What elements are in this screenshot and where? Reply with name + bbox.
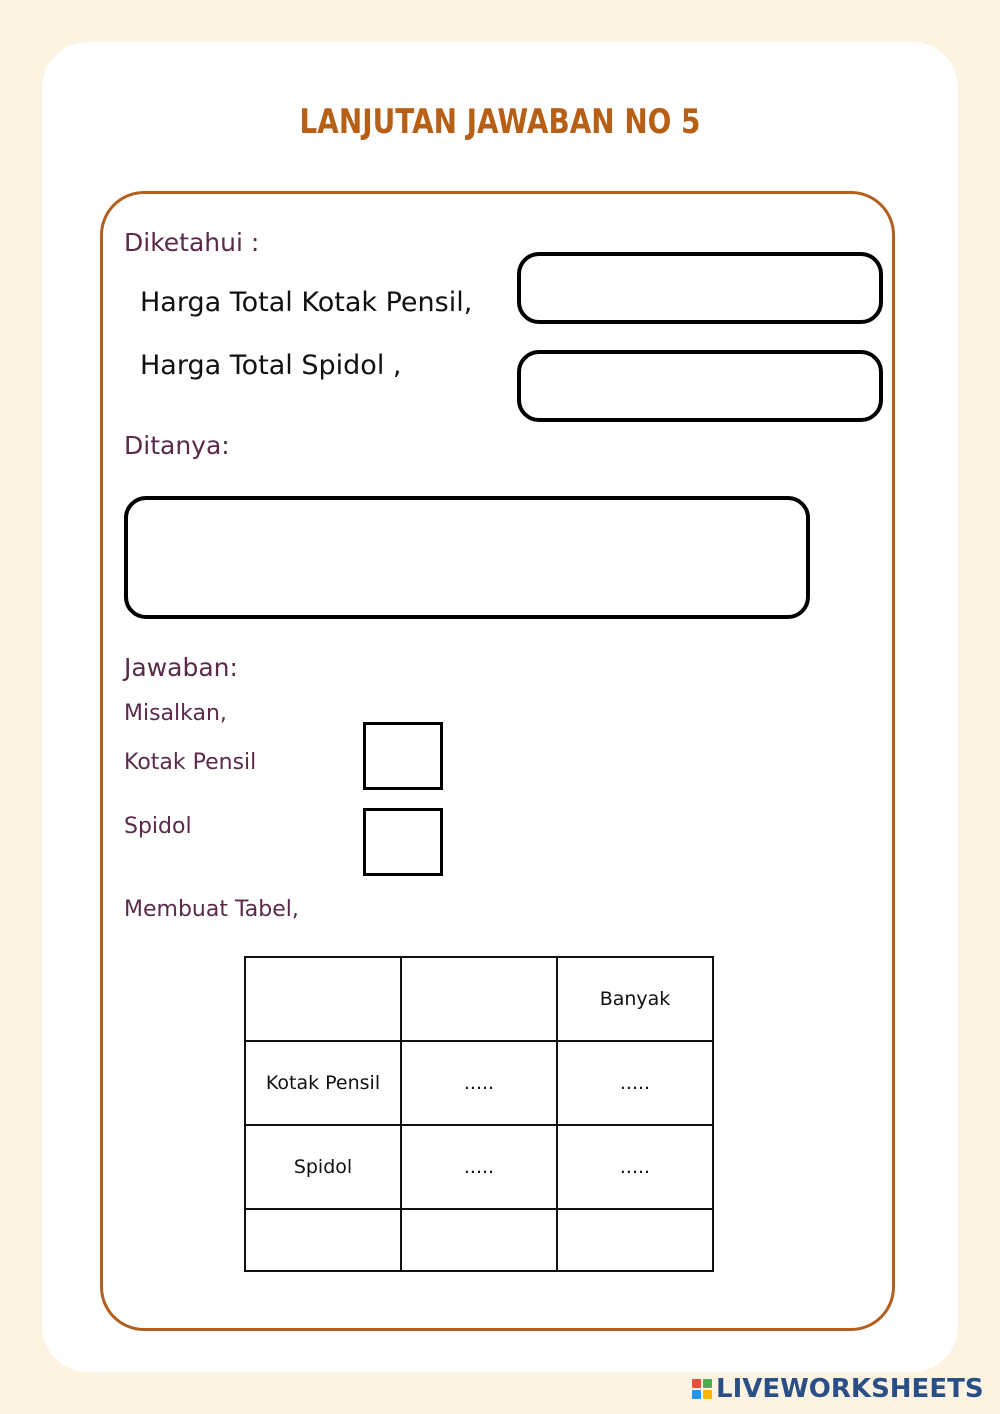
- table-cell-input[interactable]: .....: [401, 1125, 557, 1209]
- spidol-variable-input[interactable]: [363, 808, 443, 876]
- table-cell-input[interactable]: [245, 957, 401, 1041]
- spidol-label: Spidol: [124, 814, 192, 839]
- answer-table: [244, 956, 714, 1272]
- diketahui-label: Diketahui :: [124, 228, 260, 257]
- table-row: [245, 1125, 713, 1209]
- table-row: [245, 957, 713, 1041]
- brand-text: LIVEWORKSHEETS: [716, 1374, 984, 1404]
- page-title: LANJUTAN JAWABAN NO 5: [299, 102, 701, 142]
- harga-spidol-text: Harga Total Spidol ,: [140, 350, 402, 381]
- harga-kotak-pensil-text: Harga Total Kotak Pensil,: [140, 287, 473, 318]
- harga-kotak-pensil-input[interactable]: [517, 252, 883, 324]
- table-cell-input[interactable]: [557, 1209, 713, 1271]
- harga-spidol-input[interactable]: [517, 350, 883, 422]
- ditanya-label: Ditanya:: [124, 431, 230, 460]
- table-row: [245, 1041, 713, 1125]
- table-cell-kotak-pensil: Kotak Pensil: [245, 1041, 401, 1125]
- ditanya-input[interactable]: [124, 496, 810, 619]
- jawaban-label: Jawaban:: [124, 653, 238, 682]
- table-cell-input[interactable]: [401, 957, 557, 1041]
- misalkan-text: Misalkan,: [124, 701, 227, 726]
- table-cell-input[interactable]: .....: [401, 1041, 557, 1125]
- liveworksheets-logo: [692, 1374, 984, 1404]
- kotak-pensil-label: Kotak Pensil: [124, 750, 257, 775]
- table-header-banyak: Banyak: [557, 957, 713, 1041]
- table-cell-spidol: Spidol: [245, 1125, 401, 1209]
- table-row: [245, 1209, 713, 1271]
- table-cell-input[interactable]: .....: [557, 1041, 713, 1125]
- table-cell-input[interactable]: [401, 1209, 557, 1271]
- table-cell-input[interactable]: .....: [557, 1125, 713, 1209]
- kotak-pensil-variable-input[interactable]: [363, 722, 443, 790]
- table-cell-input[interactable]: [245, 1209, 401, 1271]
- liveworksheets-icon: [692, 1379, 712, 1399]
- membuat-tabel-text: Membuat Tabel,: [124, 897, 299, 922]
